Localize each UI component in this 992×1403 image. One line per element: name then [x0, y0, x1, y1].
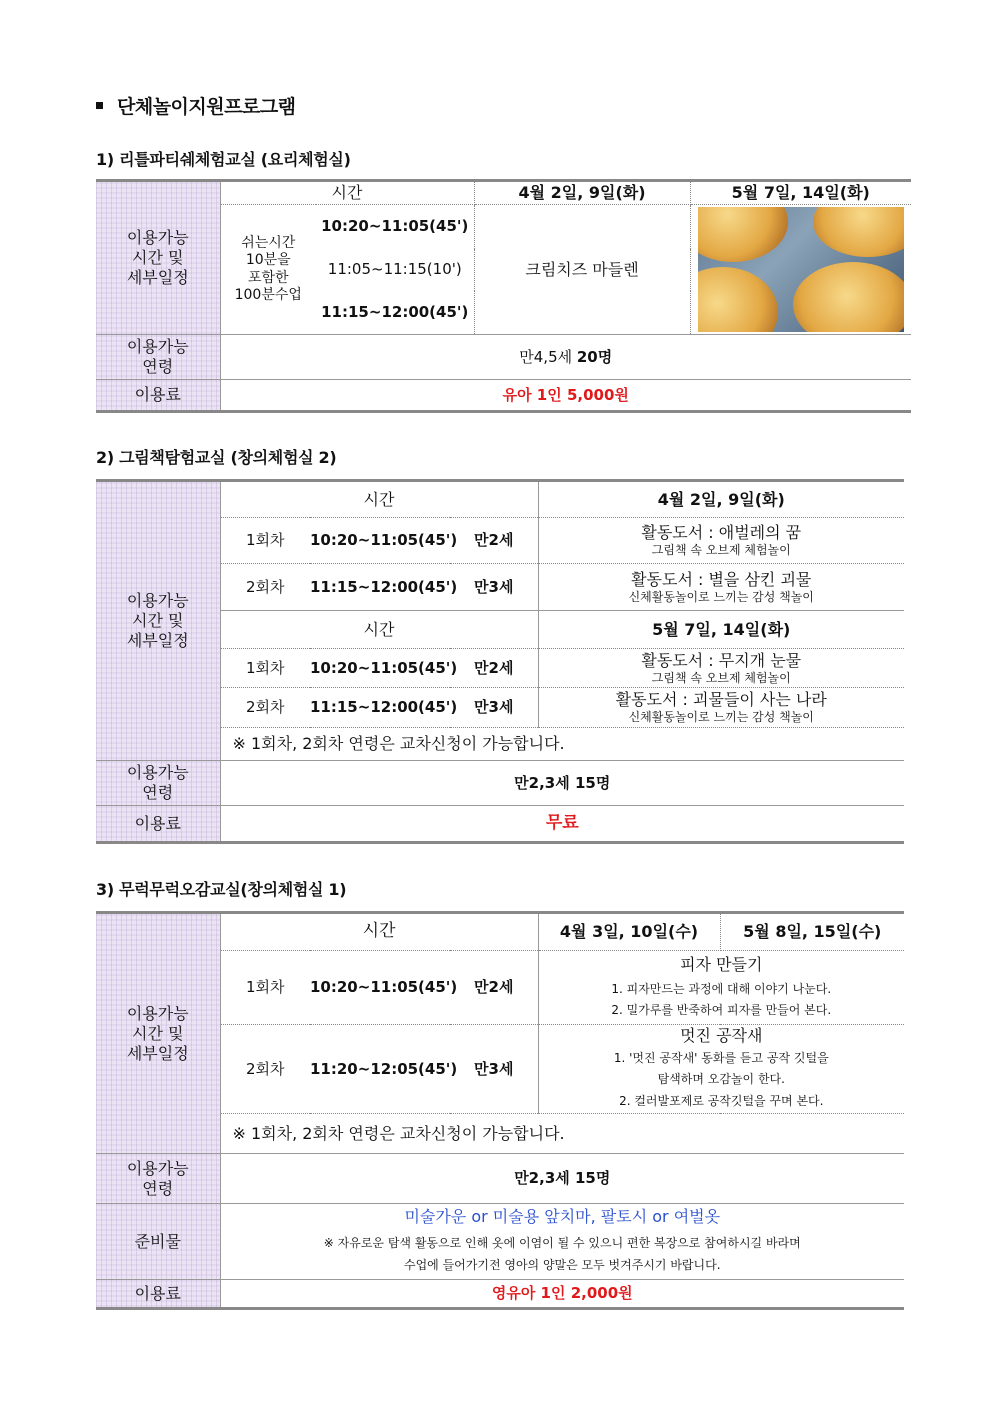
supplies-label: 준비물	[96, 1204, 220, 1280]
age-2: 만3세	[450, 1025, 538, 1114]
round-2b: 2회차	[220, 688, 310, 728]
class-note: 쉬는시간 10분을 포함한 100분수업	[220, 205, 316, 335]
age-1: 만2세	[450, 951, 538, 1025]
time-2a: 11:15~12:00(45')	[310, 564, 450, 611]
time-1a: 10:20~11:05(45')	[310, 518, 450, 564]
section1-table	[96, 179, 911, 413]
fee-label: 이용료	[96, 1280, 220, 1309]
fee-value: 무료	[545, 812, 579, 833]
fee-value: 영유아 1인 2,000원	[491, 1284, 633, 1303]
time-1b: 10:20~11:05(45')	[310, 649, 450, 688]
activity-peacock: 멋진 공작새 1. '멋진 공작새' 동화를 듣고 공작 깃털을 탐색하며 오감놀이 한다. 2. 컬러발포제로 공작깃털을 꾸며 본다.	[538, 1025, 904, 1114]
book-2b: 활동도서 : 괴물들이 사는 나라 신체활동놀이로 느끼는 감성 책놀이	[538, 688, 904, 728]
section3-heading: 3) 무럭무럭오감교실(창의체험실 1)	[96, 880, 347, 899]
age-1b: 만2세	[450, 649, 538, 688]
age-label: 이용가능 연령	[96, 335, 220, 380]
section3-table	[96, 911, 904, 1310]
age-2a: 만3세	[450, 564, 538, 611]
time-2b: 11:15~12:00(45')	[310, 688, 450, 728]
fee-value: 유아 1인 5,000원	[502, 385, 629, 404]
date-b-header: 5월 8일, 15일(수)	[720, 913, 904, 951]
age-label: 이용가능 연령	[96, 761, 220, 806]
cross-apply-notice: ※ 1회차, 2회차 연령은 교차신청이 가능합니다.	[220, 1114, 904, 1154]
time-header-a: 시간	[220, 481, 538, 518]
time-2: 11:20~12:05(45')	[310, 1025, 450, 1114]
fee-label: 이용료	[96, 806, 220, 843]
date-b-header: 5월 7일, 14일(화)	[538, 611, 904, 649]
schedule-label: 이용가능 시간 및 세부일정	[96, 481, 220, 761]
time-slot-1: 10:20~11:05(45')	[316, 205, 474, 249]
book-1a: 활동도서 : 애벌레의 꿈 그림책 속 오브제 체험놀이	[538, 518, 904, 564]
time-slot-2: 11:05~11:15(10')	[316, 249, 474, 291]
section2-heading: 2) 그림책탐험교실 (창의체험실 2)	[96, 448, 337, 467]
menu-name: 크림치즈 마들렌	[474, 205, 690, 335]
time-header-b: 시간	[220, 611, 538, 649]
time-1: 10:20~11:05(45')	[310, 951, 450, 1025]
madeleine-image	[698, 207, 904, 332]
activity-pizza: 피자 만들기 1. 피자만드는 과정에 대해 이야기 나눈다. 2. 밀가루를 반죽하여 피자를 만들어 본다.	[538, 951, 904, 1025]
schedule-label: 이용가능 시간 및 세부일정	[96, 913, 220, 1154]
bullet-square-icon	[96, 102, 103, 109]
date-a-header: 4월 2일, 9일(화)	[474, 181, 690, 205]
time-slot-3: 11:15~12:00(45')	[316, 291, 474, 335]
age-value: 만2,3세 15명	[220, 1154, 904, 1204]
schedule-label: 이용가능 시간 및 세부일정	[96, 181, 220, 335]
book-1b: 활동도서 : 무지개 눈물 그림책 속 오브제 체험놀이	[538, 649, 904, 688]
age-label: 이용가능 연령	[96, 1154, 220, 1204]
date-a-header: 4월 2일, 9일(화)	[538, 481, 904, 518]
section1-heading: 1) 리틀파티쉐체험교실 (요리체험실)	[96, 150, 351, 169]
round-2a: 2회차	[220, 564, 310, 611]
round-1b: 1회차	[220, 649, 310, 688]
round-2: 2회차	[220, 1025, 310, 1114]
supplies-value: 미술가운 or 미술용 앞치마, 팔토시 or 여벌옷 ※ 자유로운 탐색 활동으로 인해 옷에 이염이 될 수 있으니 편한 복장으로 참여하시길 바라며 수업에 들어가기전 영아의 양말은 모두 벗겨주시기 바랍니다.	[220, 1204, 904, 1280]
date-a-header: 4월 3일, 10일(수)	[538, 913, 720, 951]
section2-table	[96, 479, 904, 844]
cross-apply-notice: ※ 1회차, 2회차 연령은 교차신청이 가능합니다.	[220, 728, 904, 761]
round-1a: 1회차	[220, 518, 310, 564]
fee-label: 이용료	[96, 380, 220, 412]
time-header: 시간	[220, 181, 474, 205]
book-2a: 활동도서 : 별을 삼킨 괴물 신체활동놀이로 느끼는 감성 책놀이	[538, 564, 904, 611]
time-header: 시간	[220, 913, 538, 951]
date-b-header: 5월 7일, 14일(화)	[690, 181, 911, 205]
madeleine-photo	[690, 205, 911, 335]
round-1: 1회차	[220, 951, 310, 1025]
page-title: 단체놀이지원프로그램	[96, 92, 296, 119]
age-2b: 만3세	[450, 688, 538, 728]
age-1a: 만2세	[450, 518, 538, 564]
age-value: 만2,3세 15명	[220, 761, 904, 806]
age-value: 만4,5세 20명	[220, 335, 911, 380]
